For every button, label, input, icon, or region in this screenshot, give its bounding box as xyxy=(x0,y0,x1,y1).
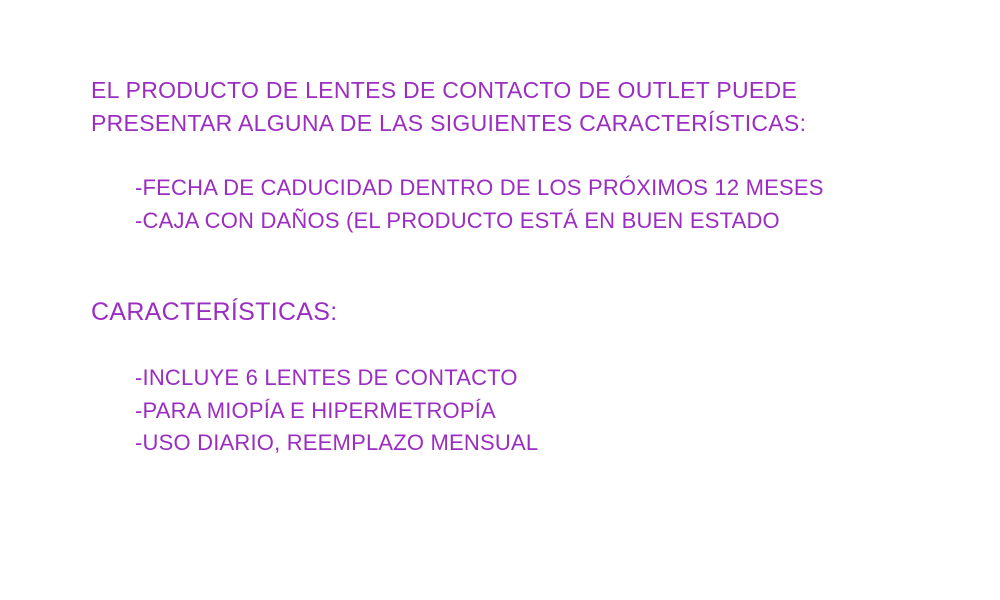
outlet-intro-line-2: PRESENTAR ALGUNA DE LAS SIGUIENTES CARACTERÍSTICAS: xyxy=(91,110,807,136)
outlet-note-item: -CAJA CON DAÑOS (EL PRODUCTO ESTÁ EN BUEN ESTADO xyxy=(135,207,780,233)
feature-item: -PARA MIOPÍA E HIPERMETROPÍA xyxy=(135,397,496,423)
features-list xyxy=(135,362,538,460)
outlet-note-item: -FECHA DE CADUCIDAD DENTRO DE LOS PRÓXIMOS 12 MESES xyxy=(135,175,824,200)
feature-item: -USO DIARIO, REEMPLAZO MENSUAL xyxy=(135,430,539,455)
outlet-notes-list xyxy=(135,172,824,237)
outlet-intro-paragraph xyxy=(91,74,806,140)
features-heading: CARACTERÍSTICAS: xyxy=(91,298,338,326)
outlet-intro-line-1: EL PRODUCTO DE LENTES DE CONTACTO DE OUTLET PUEDE xyxy=(91,77,798,103)
feature-item: -INCLUYE 6 LENTES DE CONTACTO xyxy=(135,365,518,390)
